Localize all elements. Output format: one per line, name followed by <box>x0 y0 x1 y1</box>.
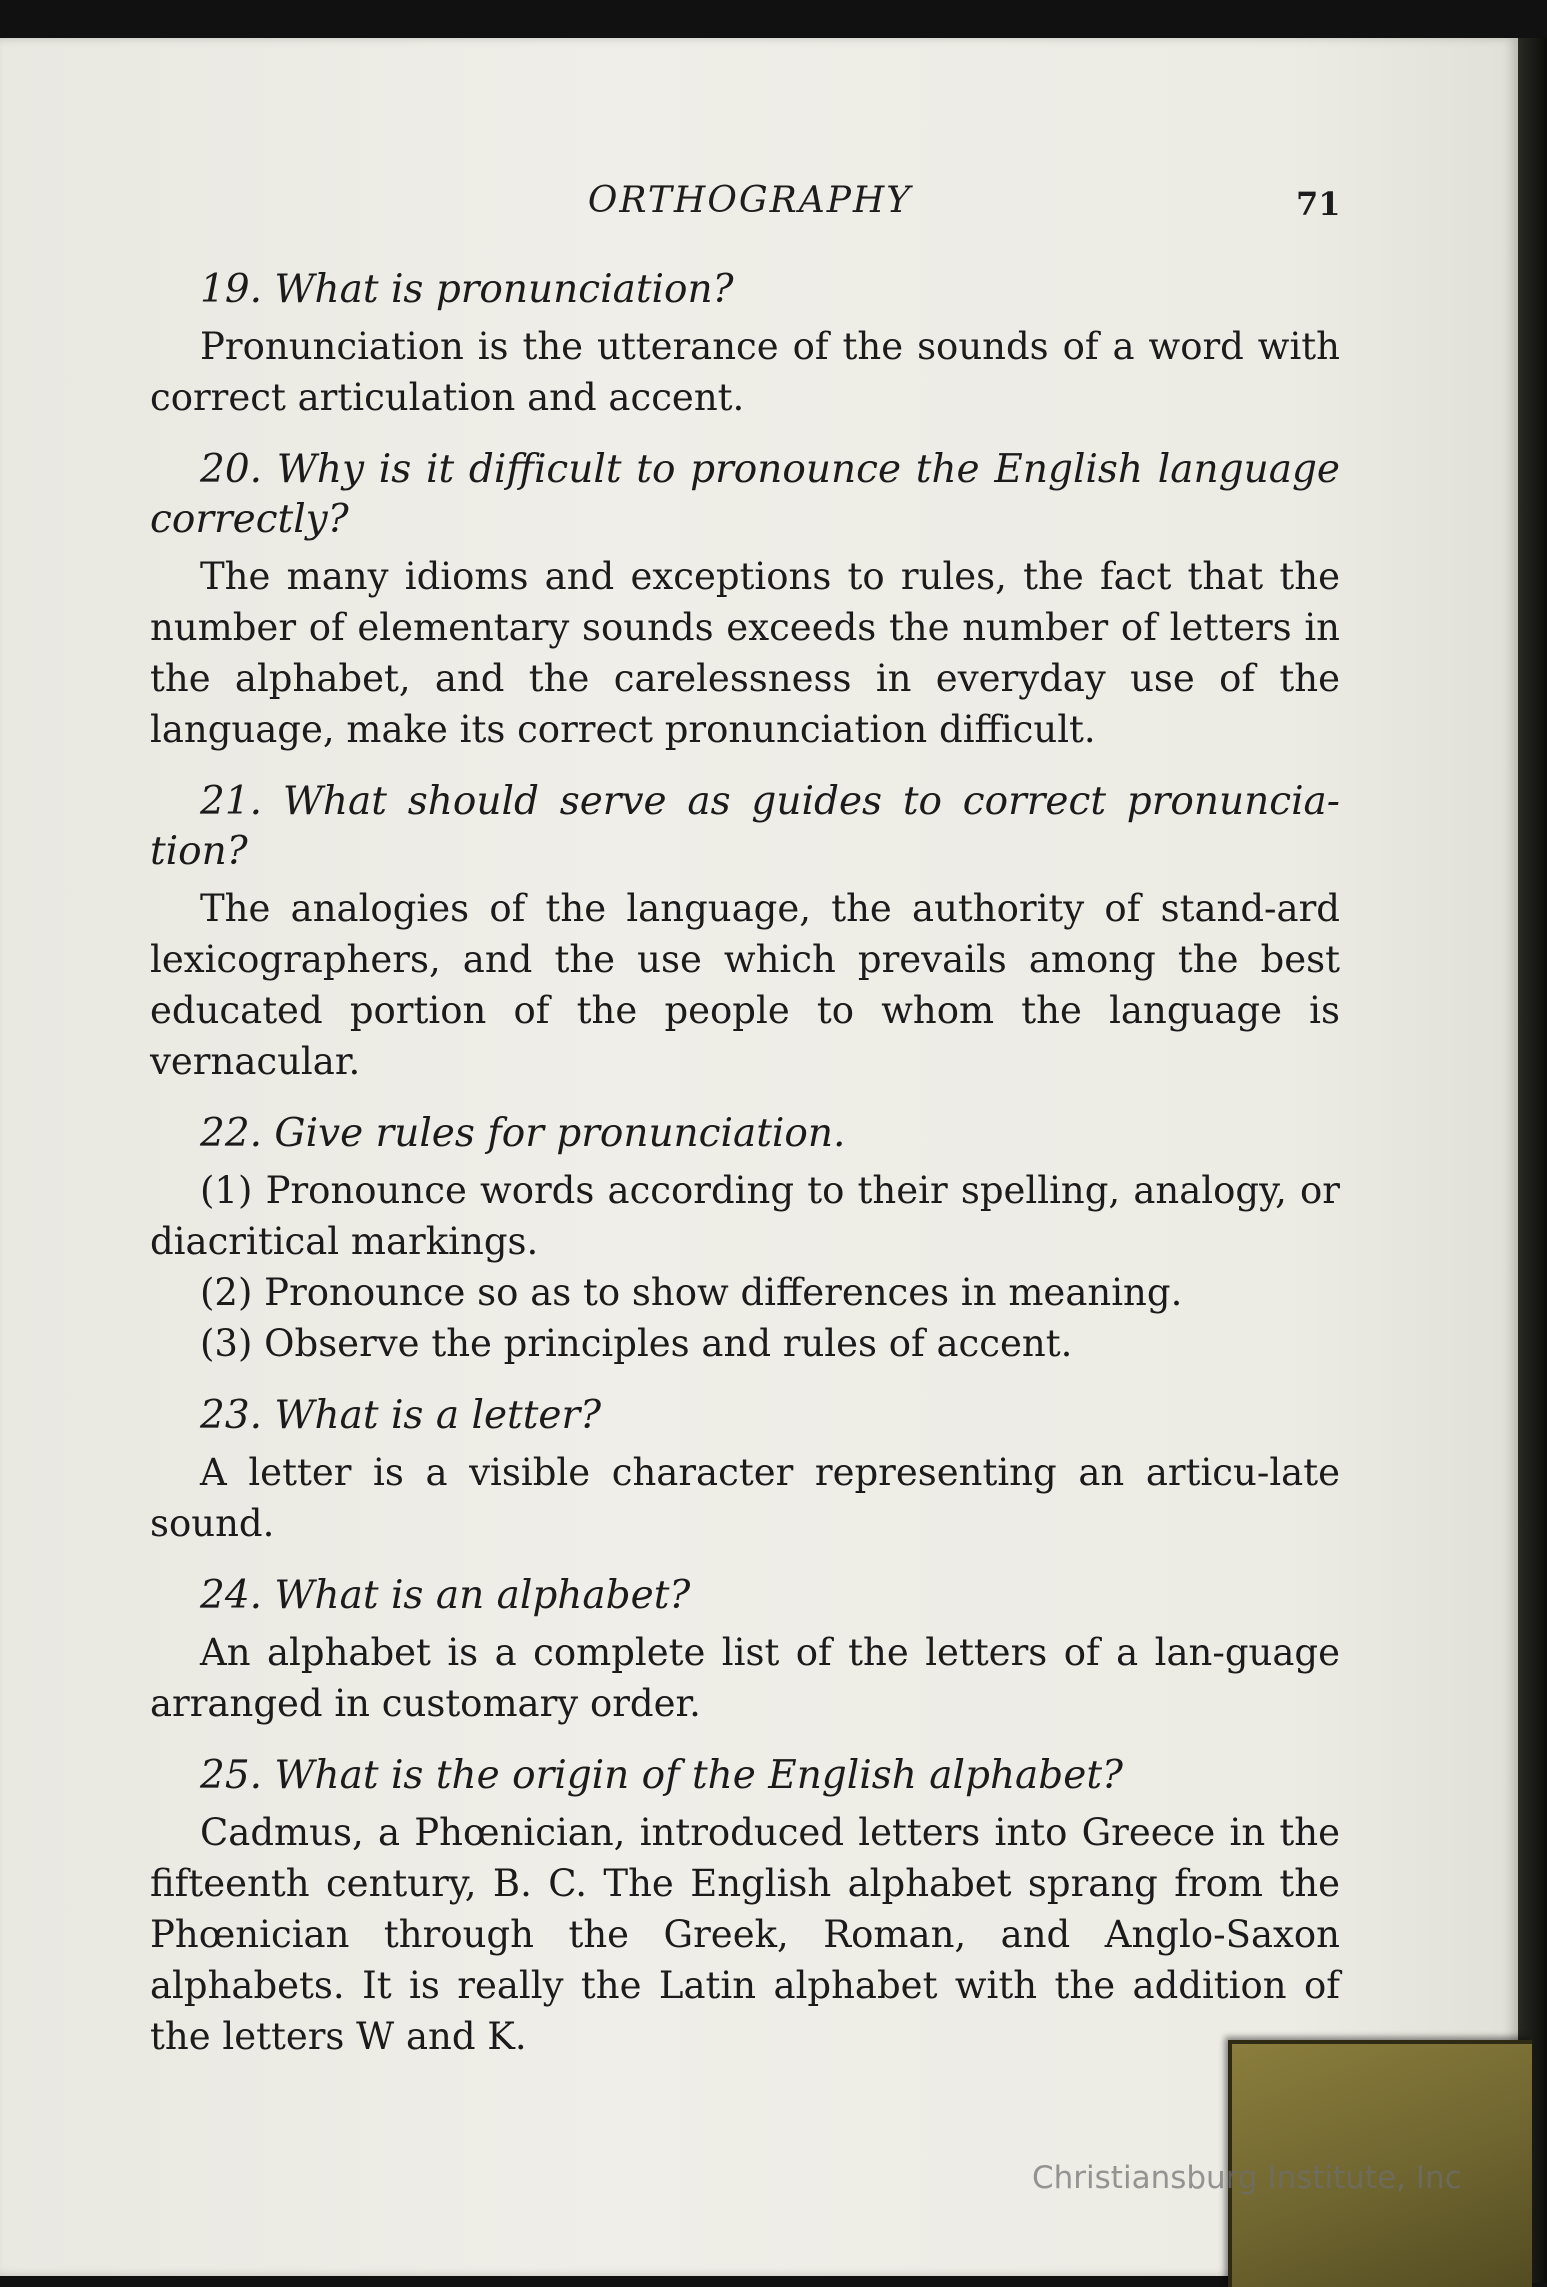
answer-20: The many idioms and exceptions to rules, the fact that the number of elementary sounds exceeds the number of letters in the alphabet, and the carelessness in everyday use of the language, make its correct pronunciation difficult. <box>150 555 1340 751</box>
question-25: 25. What is the origin of the English alphabet? <box>200 1753 1123 1798</box>
question-19: 19. What is pronunciation? <box>200 267 734 312</box>
page-content <box>150 265 1340 2084</box>
question-23: 23. What is a letter? <box>200 1393 602 1438</box>
rule-3: (3) Observe the principles and rules of accent. <box>200 1322 1073 1365</box>
watermark: Christiansburg Institute, Inc <box>1032 2160 1462 2196</box>
answer-25: Cadmus, a Phœnician, introduced letters into Greece in the fifteenth century, B. C. The English alphabet sprang from the Phœnician through the Greek, Roman, and Anglo-Saxon alphabets. It is really the Latin alphabet with the addition of the letters W and K. <box>150 1811 1340 2058</box>
page-number: 71 <box>1296 185 1341 223</box>
page-edge <box>1518 38 1547 2283</box>
running-title: ORTHOGRAPHY <box>587 180 913 221</box>
rule-2: (2) Pronounce so as to show differences in meaning. <box>200 1271 1183 1314</box>
answer-24: An alphabet is a complete list of the letters of a lan-guage arranged in customary order. <box>150 1631 1340 1725</box>
question-21: 21. What should serve as guides to correct pronuncia-tion? <box>150 779 1340 874</box>
question-20: 20. Why is it difficult to pronounce the English language correctly? <box>150 447 1340 542</box>
question-22: 22. Give rules for pronunciation. <box>200 1111 846 1156</box>
answer-19: Pronunciation is the utterance of the sounds of a word with correct articulation and accent. <box>150 325 1340 419</box>
answer-21: The analogies of the language, the authority of stand-ard lexicographers, and the use which prevails among the best educated portion of the people to whom the language is vernacular. <box>150 887 1340 1083</box>
rules-list <box>150 1165 1340 1369</box>
rule-1: (1) Pronounce words according to their spelling, analogy, or diacritical markings. <box>150 1169 1340 1263</box>
question-24: 24. What is an alphabet? <box>200 1573 691 1618</box>
answer-23: A letter is a visible character representing an articu-late sound. <box>150 1451 1340 1545</box>
